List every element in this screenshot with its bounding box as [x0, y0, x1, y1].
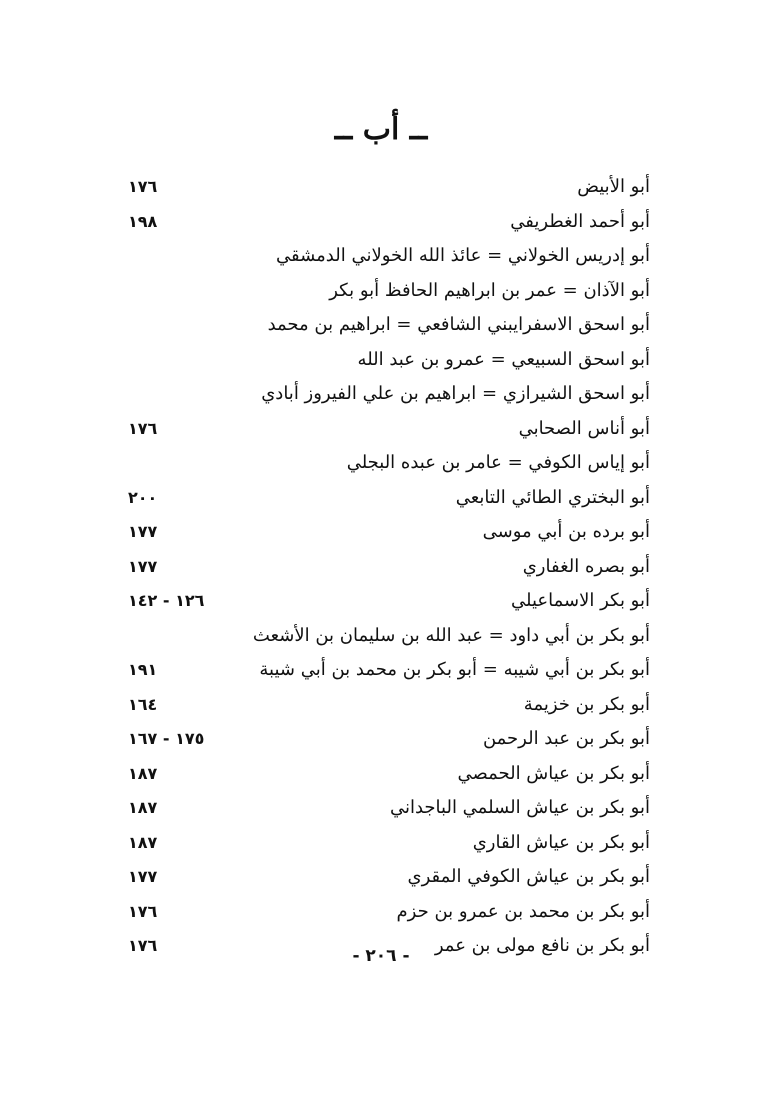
- entry-page-number: ١٧٥ - ١٦٧: [128, 729, 205, 748]
- entry-name: أبو بكر بن محمد بن عمرو بن حزم: [396, 900, 650, 922]
- index-entry: [120, 446, 650, 481]
- entry-name: أبو أناس الصحابي: [518, 417, 650, 439]
- entry-name: أبو بكر بن عياش القاري: [472, 831, 650, 853]
- index-entry: [120, 722, 650, 757]
- entry-name: أبو اسحق السبيعي = عمرو بن عبد الله: [357, 348, 650, 370]
- entry-page-number: ١٧٦: [128, 901, 158, 921]
- entry-name: أبو بكر بن عبد الرحمن: [482, 728, 650, 749]
- entry-name: أبو البختري الطائي التابعي: [455, 486, 650, 508]
- entry-name: أبو الأبيض: [577, 176, 650, 197]
- entry-name: أبو بصره الغفاري: [522, 555, 650, 577]
- entry-name: أبو برده بن أبي موسى: [482, 521, 650, 542]
- entry-page-number: ١٨٧: [128, 798, 158, 817]
- entry-page-number: ١٢٦ - ١٤٢: [128, 591, 205, 610]
- index-entry: [120, 377, 650, 412]
- entry-page-number: ١٩١: [128, 660, 158, 679]
- index-entry: [120, 826, 650, 861]
- index-entry: [120, 343, 650, 378]
- index-entry: [120, 895, 650, 930]
- index-entry: [120, 274, 650, 309]
- entry-page-number: ١٧٧: [128, 522, 158, 541]
- entry-page-number: ١٧٦: [128, 418, 158, 438]
- entry-page-number: ١٧٧: [128, 556, 158, 576]
- entry-page-number: ١٦٤: [128, 694, 158, 714]
- entry-name: أبو بكر بن خزيمة: [523, 693, 650, 715]
- entry-name: أبو إياس الكوفي = عامر بن عبده البجلي: [346, 452, 650, 473]
- section-heading: ــ أب ــ: [334, 112, 428, 147]
- entry-name: أبو بكر بن عياش الكوفي المقري: [407, 866, 650, 887]
- entry-page-number: ١٨٧: [128, 832, 158, 852]
- entry-page-number: ١٧٦: [128, 936, 158, 955]
- index-entry: [120, 308, 650, 343]
- index-entry: [120, 550, 650, 585]
- entry-name: أبو بكر بن أبي داود = عبد الله بن سليمان بن الأشعث: [252, 624, 650, 646]
- entry-name: أبو أحمد الغطريفي: [510, 210, 650, 232]
- index-entry: [120, 757, 650, 792]
- entry-name: أبو بكر بن أبي شيبه = أبو بكر بن محمد بن أبي شيبة: [259, 659, 650, 680]
- entry-page-number: ١٧٦: [128, 177, 158, 196]
- index-entry: [120, 205, 650, 240]
- index-entry: [120, 688, 650, 723]
- index-entry: [120, 239, 650, 274]
- entry-page-number: ١٩٨: [128, 211, 158, 231]
- index-entry: [120, 619, 650, 654]
- entry-name: أبو بكر الاسماعيلي: [510, 590, 650, 611]
- entry-name: أبو الآذان = عمر بن ابراهيم الحافظ أبو بكر: [329, 279, 650, 301]
- entry-name: أبو اسحق الشيرازي = ابراهيم بن علي الفيروز أبادي: [261, 383, 650, 404]
- entry-name: أبو اسحق الاسفرايبني الشافعي = ابراهيم بن محمد: [267, 314, 650, 335]
- index-entry: [120, 481, 650, 516]
- index-entry: [120, 170, 650, 205]
- index-entry: [120, 515, 650, 550]
- entry-page-number: ١٨٧: [128, 763, 158, 783]
- index-entry: [120, 584, 650, 619]
- index-entry: [120, 791, 650, 826]
- entry-name: أبو بكر بن عياش السلمي الباجداني: [389, 797, 650, 818]
- index-entry: [120, 653, 650, 688]
- index-entries-list: [120, 170, 650, 964]
- entry-page-number: ١٧٧: [128, 867, 158, 886]
- index-entry: [120, 860, 650, 895]
- entry-name: أبو إدريس الخولاني = عائذ الله الخولاني الدمشقي: [276, 245, 650, 266]
- page-number: - ٢٠٦ -: [352, 946, 410, 966]
- entry-page-number: ٢٠٠: [128, 487, 158, 507]
- entry-name: أبو بكر بن نافع مولى بن عمر: [434, 935, 650, 956]
- index-entry: [120, 412, 650, 447]
- entry-name: أبو بكر بن عياش الحمصي: [457, 762, 650, 784]
